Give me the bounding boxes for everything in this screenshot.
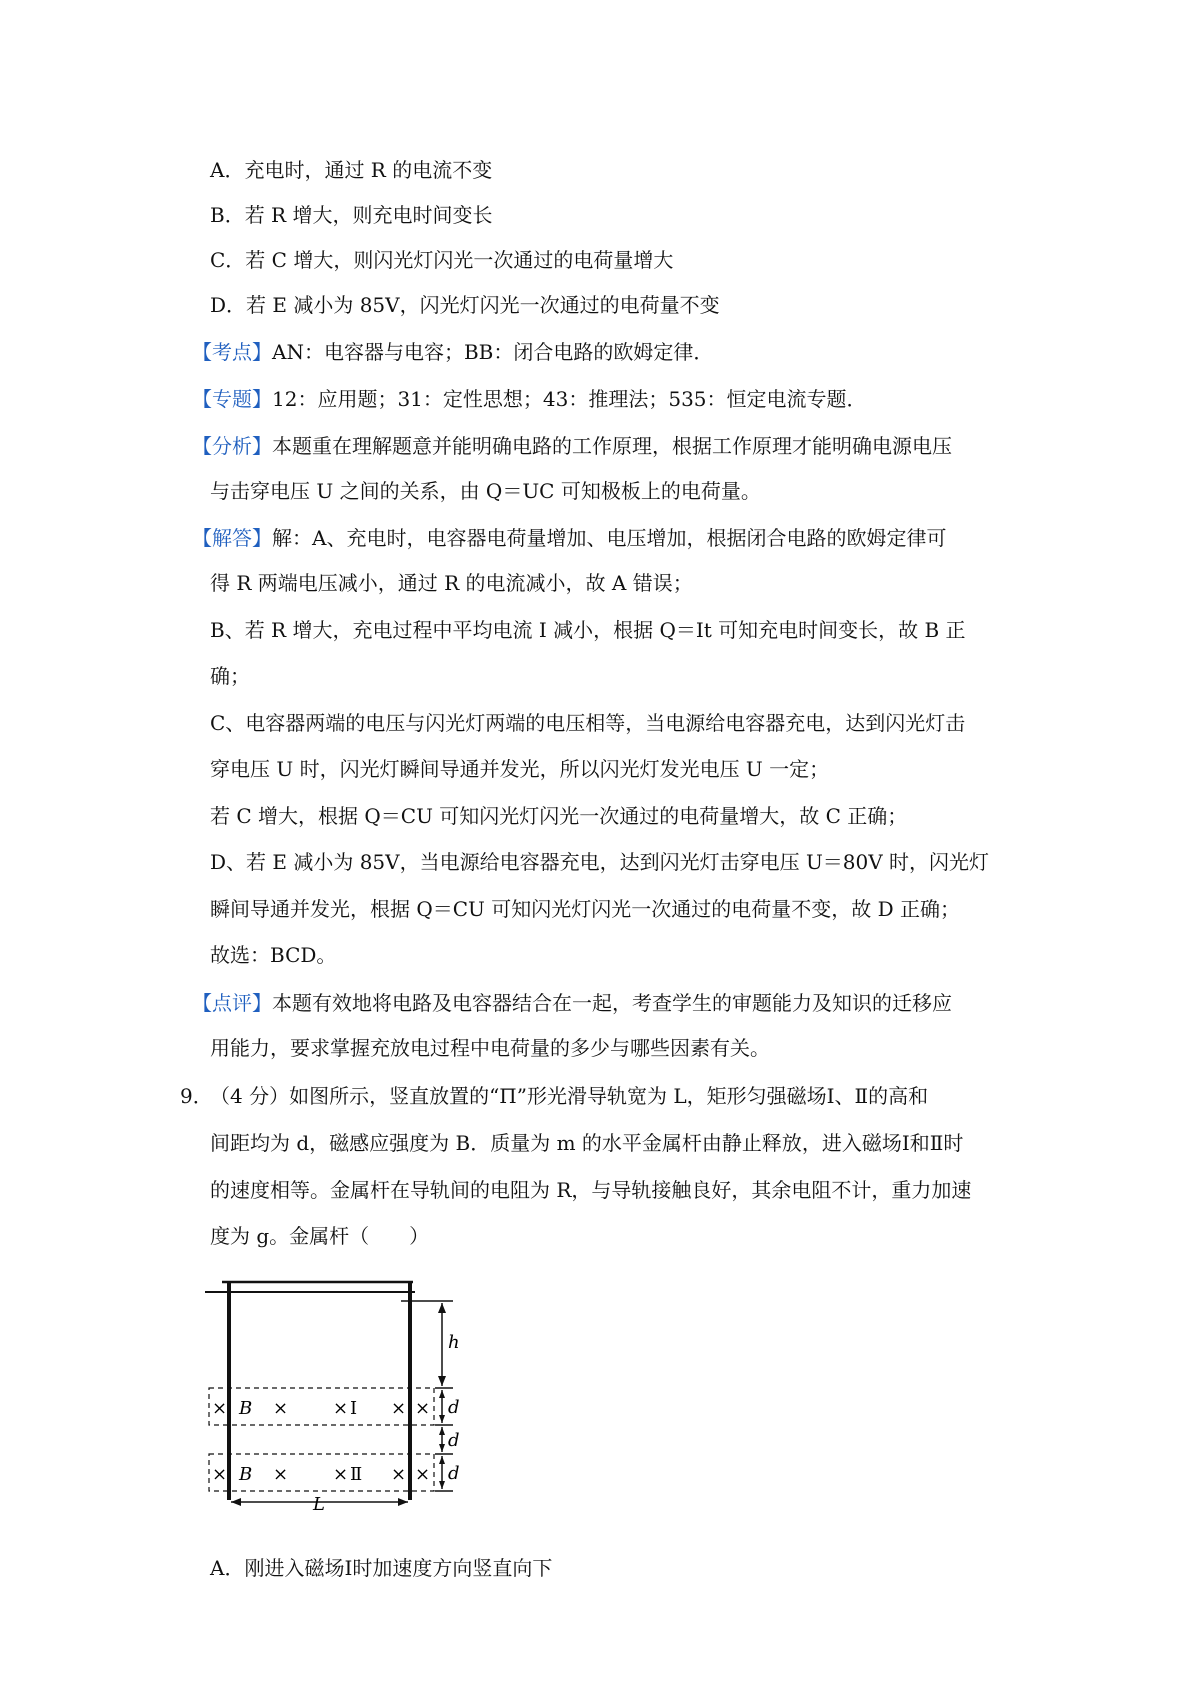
d-label-3: d (448, 1463, 460, 1484)
jieda-line-1 (192, 524, 946, 552)
jieda-line-2: 得 R 两端电压减小，通过 R 的电流减小，故 A 错误； (210, 571, 693, 595)
arrow-head (438, 1303, 446, 1313)
cross-mark: × (333, 1464, 349, 1485)
cross-mark: × (415, 1398, 431, 1419)
region-2-label: Ⅱ (350, 1464, 363, 1485)
zhuanti-text: 12：应用题；31：定性思想；43：推理法；535：恒定电流专题． (272, 387, 867, 411)
zhuanti-line (192, 385, 867, 413)
jieda-line-8: D、若 E 减小为 85V，当电源给电容器充电，达到闪光灯击穿电压 U＝80V 时，闪光灯 (210, 850, 990, 874)
question-line-4: 度为 g。金属杆（ ） (210, 1224, 430, 1248)
arrow-head (439, 1390, 445, 1398)
b-label-2: B (239, 1464, 253, 1485)
b-label-1: B (239, 1398, 253, 1419)
jieda-line-7: 若 C 增大，根据 Q＝CU 可知闪光灯闪光一次通过的电荷量增大，故 C 正确； (210, 804, 908, 828)
arrow-head (439, 1427, 445, 1435)
kaodian-line (192, 338, 713, 366)
question-line-3: 的速度相等。金属杆在导轨间的电阻为 R，与导轨接触良好，其余电阻不计，重力加速 (210, 1178, 972, 1202)
arrow-head (231, 1498, 241, 1506)
jieda-line-5: C、电容器两端的电压与闪光灯两端的电压相等，当电源给电容器充电，达到闪光灯击 (210, 711, 966, 735)
fenxi-line-2: 与击穿电压 U 之间的关系，由 Q＝UC 可知极板上的电荷量。 (210, 479, 761, 503)
region-1-label: Ⅰ (350, 1398, 358, 1419)
cross-mark: × (415, 1464, 431, 1485)
d-label-1: d (448, 1397, 460, 1418)
h-label: h (448, 1332, 460, 1353)
option-c-prev: C．若 C 增大，则闪光灯闪光一次通过的电荷量增大 (210, 248, 674, 272)
fenxi-tag: 【分析】 (192, 434, 272, 458)
jieda-line-10: 故选：BCD。 (210, 943, 337, 967)
l-label: L (313, 1494, 325, 1510)
kaodian-tag: 【考点】 (192, 340, 272, 364)
question-option-a: A．刚进入磁场Ⅰ时加速度方向竖直向下 (210, 1556, 553, 1580)
cross-mark: × (391, 1398, 407, 1419)
arrow-head (439, 1415, 445, 1423)
question-line-2: 间距均为 d，磁感应强度为 B．质量为 m 的水平金属杆由静止释放，进入磁场Ⅰ和Ⅱ时 (210, 1131, 964, 1155)
cross-mark: × (273, 1398, 289, 1419)
arrow-head (439, 1456, 445, 1464)
kaodian-text: AN：电容器与电容；BB：闭合电路的欧姆定律． (272, 340, 714, 364)
jieda-line-6: 穿电压 U 时，闪光灯瞬间导通并发光，所以闪光灯发光电压 U 一定； (210, 757, 830, 781)
jieda-tag: 【解答】 (192, 526, 272, 550)
question-line-1: （4 分）如图所示，竖直放置的“Π”形光滑导轨宽为 L，矩形匀强磁场Ⅰ、Ⅱ的高和 (210, 1084, 929, 1108)
dianping-text-1: 本题有效地将电路及电容器结合在一起，考查学生的审题能力及知识的迁移应 (272, 991, 952, 1015)
dianping-line-1 (192, 989, 952, 1017)
arrow-head (398, 1498, 408, 1506)
cross-mark: × (391, 1464, 407, 1485)
cross-mark: × (212, 1398, 228, 1419)
question-number: 9． (180, 1084, 213, 1108)
d-label-2: d (448, 1430, 460, 1451)
jieda-text-1: 解：A、充电时，电容器电荷量增加、电压增加，根据闭合电路的欧姆定律可 (272, 526, 947, 550)
fenxi-line-1 (192, 432, 952, 460)
rail-magnetic-field-figure (205, 1270, 505, 1510)
cross-mark: × (273, 1464, 289, 1485)
arrow-head (439, 1481, 445, 1489)
option-d-prev: D．若 E 减小为 85V，闪光灯闪光一次通过的电荷量不变 (210, 293, 720, 317)
arrow-head (439, 1444, 445, 1452)
fenxi-text-1: 本题重在理解题意并能明确电路的工作原理，根据工作原理才能明确电源电压 (272, 434, 952, 458)
cross-mark: × (333, 1398, 349, 1419)
cross-mark: × (212, 1464, 228, 1485)
dianping-tag: 【点评】 (192, 991, 272, 1015)
figure-svg (205, 1270, 505, 1510)
option-b-prev: B．若 R 增大，则充电时间变长 (210, 203, 493, 227)
jieda-line-3: B、若 R 增大，充电过程中平均电流 I 减小，根据 Q＝It 可知充电时间变长，故 B 正 (210, 618, 966, 642)
jieda-line-4: 确； (210, 664, 250, 688)
option-a-prev: A．充电时，通过 R 的电流不变 (210, 158, 493, 182)
zhuanti-tag: 【专题】 (192, 387, 272, 411)
jieda-line-9: 瞬间导通并发光，根据 Q＝CU 可知闪光灯闪光一次通过的电荷量不变，故 D 正确； (210, 897, 961, 921)
arrow-head (438, 1376, 446, 1386)
dianping-line-2: 用能力，要求掌握充放电过程中电荷量的多少与哪些因素有关。 (210, 1036, 770, 1060)
